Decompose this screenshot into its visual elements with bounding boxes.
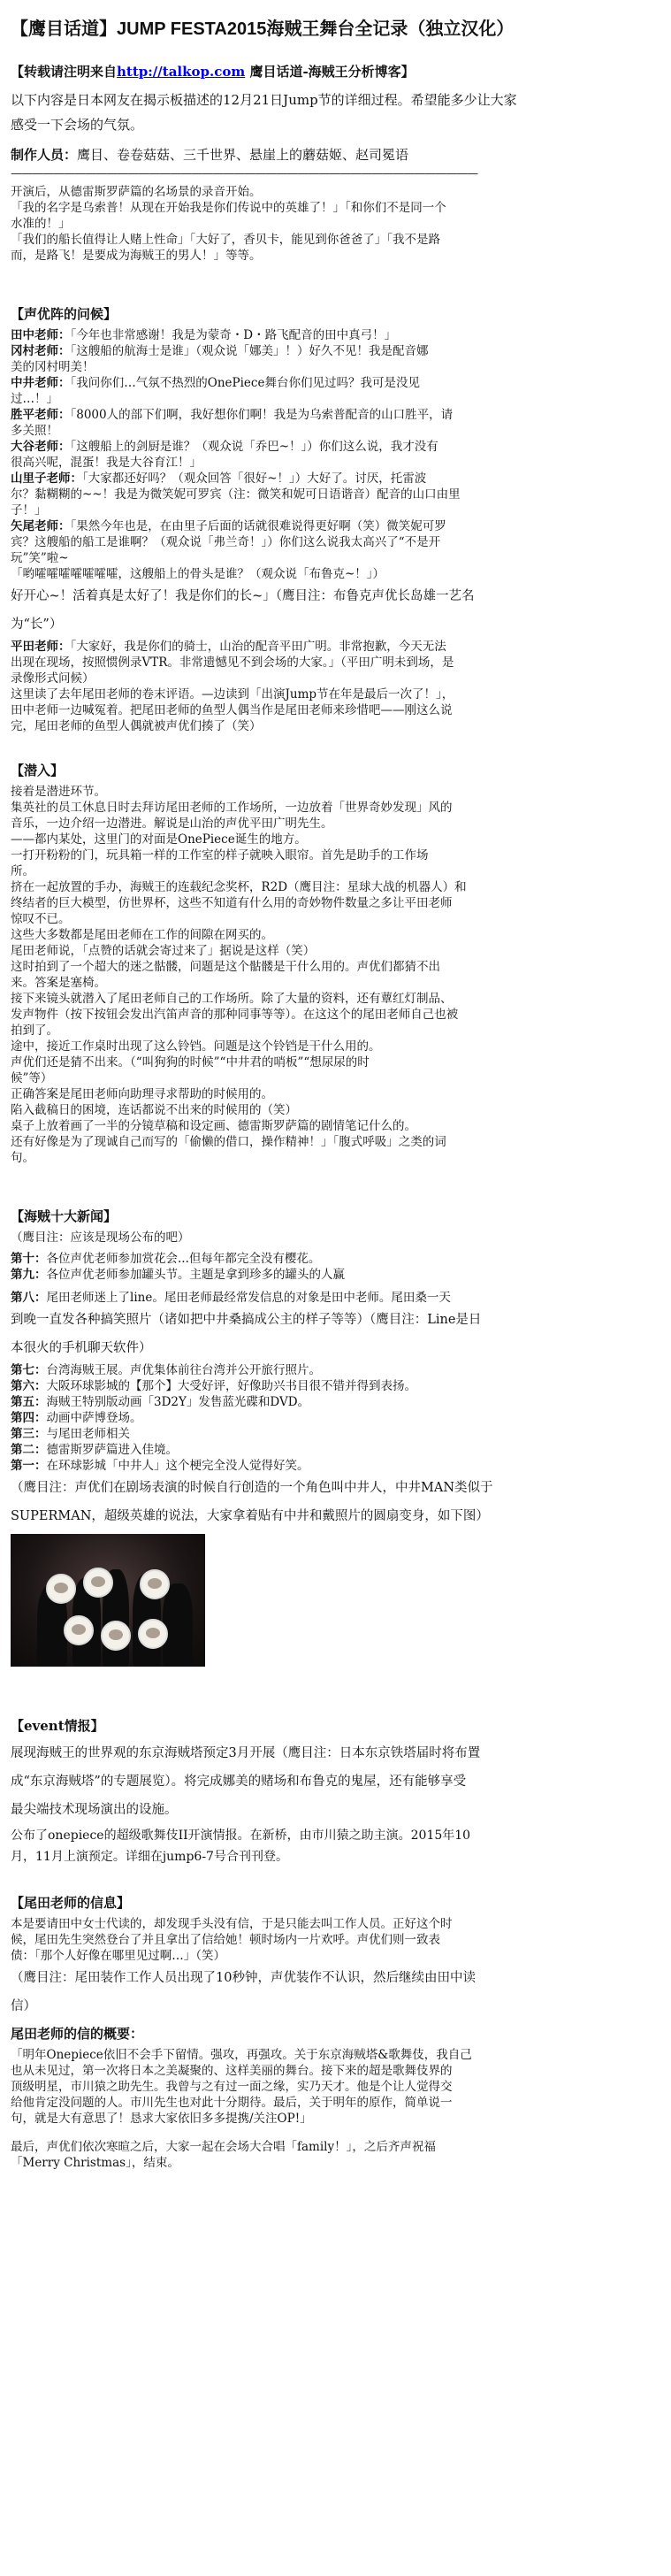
text-line: 也从未见过，第一次将日本之美凝聚的、这样美丽的舞台。接下来的超是歌舞伎界的 xyxy=(11,2064,453,2078)
section-heading: 【尾田老师的信息】 xyxy=(11,1895,131,1911)
speaker-text: 「这艘船上的剑厨是谁？（观众说「乔巴~！」）你们这么说，我才没有 xyxy=(70,440,438,454)
speaker-line xyxy=(11,471,662,487)
speaker-name: 胜平老师： xyxy=(11,408,71,422)
speaker-line xyxy=(11,1426,662,1442)
news-note: （鹰目注：应该是现场公布的吧） xyxy=(11,1230,190,1245)
speaker-name: 矢尾老师： xyxy=(11,519,71,533)
text-line: 陷入截稿日的困境，连话都说不出来的时候用的（笑） xyxy=(11,1103,297,1117)
speaker-name: 第二： xyxy=(11,1443,47,1457)
sub-heading: 尾田老师的信的概要： xyxy=(11,2026,144,2042)
section-heading: 【event情报】 xyxy=(11,1718,104,1734)
speaker-line xyxy=(11,439,662,455)
text-line: 句，就是大有意思了！恳求大家依旧多多提携/关注OP!」 xyxy=(11,2112,312,2126)
oda-section xyxy=(11,1893,662,2171)
speaker-line xyxy=(11,718,662,734)
section-heading: 【声优阵的问候】 xyxy=(11,306,118,322)
speaker-line xyxy=(11,518,662,534)
text-line: 候”等） xyxy=(11,1071,53,1085)
text-line: 展现海贼王的世界观的东京海贼塔预定3月开展（鹰目注：日本东京铁塔届时将布置 xyxy=(11,1746,481,1760)
text-line: 这时拍到了一个超大的迷之骷髅，问题是这个骷髅是干什么用的。声优们都猜不出 xyxy=(11,960,440,974)
speaker-text: 录像形式问候） xyxy=(11,671,95,686)
news-rank: 第八： xyxy=(11,1291,47,1305)
divider: ———————————————————————————————————————————— xyxy=(11,167,477,180)
text-line: （鹰目注：声优们在剧场表演的时候自行创造的一个角色叫中井人，中井MAN类似于 xyxy=(11,1481,493,1495)
speaker-text: 「8000人的部下们啊，我好想你们啊！我是为乌索普配音的山口胜平，请 xyxy=(70,408,454,422)
speaker-text: 「大家好，我是你们的骑士，山治的配音平田广明。非常抱歉，今天无法 xyxy=(70,640,446,654)
speaker-line xyxy=(11,502,662,518)
speaker-line xyxy=(11,1251,662,1267)
credits xyxy=(11,142,662,167)
news-text: 尾田老师迷上了line。尾田老师最经常发信息的对象是田中老师。尾田桑一天 xyxy=(46,1291,451,1305)
speaker-name: 田中老师： xyxy=(11,328,71,342)
intro xyxy=(11,88,662,137)
speaker-line xyxy=(11,639,662,655)
speaker-text: 这里读了去年尾田老师的卷末评语。—边读到「出演Jump节在年是最后一次了！」， xyxy=(11,687,454,702)
speaker-text: 「大家都还好吗？（观众回答「很好~！」）大好了。讨厌，托雷波 xyxy=(82,472,427,486)
text-line: 句。 xyxy=(11,1151,34,1165)
text-line: ——都内某处，这里门的对面是OnePiece诞生的地方。 xyxy=(11,832,307,847)
intro-line: 感受一下会场的气氛。 xyxy=(11,117,144,133)
speaker-line xyxy=(11,1458,662,1474)
text-line: 信） xyxy=(11,1999,36,2013)
speaker-name: 山里子老师： xyxy=(11,472,82,486)
speaker-text: 「果然今年也是，在由里子后面的话就很难说得更好啊（笑）微笑妮可罗 xyxy=(70,519,446,533)
speaker-line xyxy=(11,455,662,471)
speaker-line xyxy=(11,534,662,550)
text-line: 集英社的员工休息日时去拜访尾田老师的工作场所，一边放着「世界奇妙发现」风的 xyxy=(11,801,453,815)
text-line: 债：「那个人好像在哪里见过啊…」（笑） xyxy=(11,1949,225,1963)
text-line: 音乐，一边介绍一边潜进。解说是山治的声优平田广明先生。 xyxy=(11,816,333,831)
speaker-name: 第三： xyxy=(11,1427,47,1441)
repost-prefix: 【转载请注明来自 xyxy=(11,64,118,80)
text-line: 「我的名字是乌索普！从现在开始我是你们传说中的英雄了！」「和你们不是同一个 xyxy=(11,201,446,215)
text-line: 「明年Onepiece依旧不会手下留情。强攻，再强攻。关于东京海贼塔&歌舞伎，我自己 xyxy=(11,2048,472,2062)
speaker-text: 过…！」 xyxy=(11,392,58,406)
speaker-name: 中井老师： xyxy=(11,376,71,390)
speaker-name: 冈村老师： xyxy=(11,344,71,358)
source-link[interactable]: http://talkop.com xyxy=(117,64,246,80)
text-line: 一打开粉粉的门，玩具箱一样的工作室的样子就映入眼帘。首先是助手的工作场 xyxy=(11,848,429,862)
speaker-line xyxy=(11,671,662,686)
speaker-text: 「哟嚯嚯嚯嚯嚯嚯嚯，这艘船上的骨头是谁？（观众说「布鲁克~！」） xyxy=(11,567,385,581)
speaker-text: 美的冈村明美！ xyxy=(11,360,95,374)
speaker-line xyxy=(11,1362,662,1378)
intro-line: 以下内容是日本网友在揭示板描述的12月21日Jump节的详细过程。希望能多少让大家 xyxy=(11,92,517,108)
text-line: （鹰目注：尾田装作工作人员出现了10秒钟，声优装作不认识，然后继续由田中读 xyxy=(11,1971,476,1985)
speaker-name: 第四： xyxy=(11,1411,47,1425)
speaker-text: 各位声优老师参加赏花会...但每年都完全没有樱花。 xyxy=(46,1252,321,1266)
text-line: 接着是潜进环节。 xyxy=(11,785,106,799)
repost-suffix: 鹰目话道-海贼王分析博客】 xyxy=(245,64,415,80)
speaker-line xyxy=(11,686,662,702)
text-line: 本很火的手机聊天软件） xyxy=(11,1341,152,1355)
text-line: 候，尾田先生突然登台了并且拿出了信给她！顿时场内一片欢呼。声优们则一致表 xyxy=(11,1933,440,1947)
section-heading: 【海贼十大新闻】 xyxy=(11,1208,118,1224)
speaker-line xyxy=(11,343,662,359)
speaker-text: 田中老师一边喊冤着。把尾田老师的鱼型人偶当作是尾田老师来珍惜吧——刚这么说 xyxy=(11,703,453,717)
section-heading: 【潜入】 xyxy=(11,763,65,778)
opening-section xyxy=(11,184,662,264)
text-line: 途中，接近工作桌时出现了这么铃铛。问题是这个铃铛是干什么用的。 xyxy=(11,1039,381,1054)
text-line: 成“东京海贼塔”的专题展览）。将完成娜美的赌场和布鲁克的鬼屋，还有能够享受 xyxy=(11,1775,467,1789)
text-line: 最尖端技术现场演出的设施。 xyxy=(11,1803,178,1817)
text-line: 开演后，从德雷斯罗萨篇的名场景的录音开始。 xyxy=(11,185,262,199)
speaker-text: 尔？黏糊糊的~~！我是为微笑妮可罗宾（注：微笑和妮可日语谐音）配音的山口由里 xyxy=(11,487,461,502)
greeting-section xyxy=(11,304,662,734)
speaker-line xyxy=(11,550,662,566)
speaker-text: 大阪环球影城的【那个】大受好评，好像助兴书目很不错并得到表扬。 xyxy=(46,1379,416,1393)
speaker-line xyxy=(11,1394,662,1410)
speaker-name: 第六： xyxy=(11,1379,47,1393)
text-line: 拍到了。 xyxy=(11,1024,58,1038)
speaker-line xyxy=(11,1378,662,1394)
text-line: 声优们还是猜不出来。（“叫狗狗的时候”“中井君的哨板”“想尿尿的时 xyxy=(11,1055,370,1070)
article-title: 【鹰目话道】JUMP FESTA2015海贼王舞台全记录（独立汉化） xyxy=(11,19,515,39)
credits-label: 制作人员： xyxy=(11,147,78,163)
report-section xyxy=(11,761,662,1166)
speaker-text: 很高兴呢，混蛋！我是大谷育江！」 xyxy=(11,456,202,470)
speaker-text: 海贼王特别版动画「3D2Y」发售蓝光碟和DVD。 xyxy=(46,1395,310,1409)
speaker-text: 各位声优老师参加罐头节。主题是拿到珍多的罐头的人赢 xyxy=(46,1268,345,1282)
speaker-line xyxy=(11,391,662,407)
text-line: 尾田老师说，「点赞的话就会寄过来了」据说是这样（笑） xyxy=(11,944,316,958)
text-line: 桌子上放着画了一半的分镜草稿和设定画、德雷斯罗萨篇的剧情笔记什么的。 xyxy=(11,1119,416,1133)
text-line: 给他肯定没问题的人。市川先生也对此十分期待。最后，关于明年的原作，简单说一 xyxy=(11,2096,453,2110)
text-line: 发声物件（按下按钮会发出汽笛声音的那种同事等等）。在这这个的尾田老师自己也被 xyxy=(11,1008,459,1022)
text-line: 月，11月上演预定。详细在jump6-7号合刊刊登。 xyxy=(11,1850,288,1864)
speaker-line xyxy=(11,407,662,423)
text-line: 挤在一起放置的手办，海贼王的连载纪念奖杯，R2D（鹰目注：星球大战的机器人）和 xyxy=(11,880,467,894)
speaker-name: 第五： xyxy=(11,1395,47,1409)
text-line: 正确答案是尾田老师向助理寻求帮助的时候用的。 xyxy=(11,1087,273,1101)
speaker-line xyxy=(11,1267,662,1283)
repost-notice xyxy=(11,59,662,84)
text-line: 来。答案是塞椅。 xyxy=(11,976,106,990)
speaker-name: 第九： xyxy=(11,1268,47,1282)
speaker-text: 与尾田老师相关 xyxy=(46,1427,130,1441)
speaker-line xyxy=(11,566,662,582)
speaker-line xyxy=(11,655,662,671)
speaker-line xyxy=(11,327,662,343)
speaker-line xyxy=(11,375,662,391)
speaker-text: 完，尾田老师的鱼型人偶就被声优们揍了（笑） xyxy=(11,719,262,733)
credits-value: 鹰目、卷卷菇菇、三千世界、悬崖上的蘑菇姬、赵司冕语 xyxy=(77,147,409,163)
text-line: 好开心~！活着真是太好了！我是你们的长~」（鹰目注：布鲁克声优长岛雄一艺名 xyxy=(11,589,475,603)
speaker-line xyxy=(11,423,662,439)
text-line: 这些大多数都是尾田老师在工作的间隙在网买的。 xyxy=(11,928,273,942)
text-line: 水准的！」 xyxy=(11,217,71,231)
text-line: 所。 xyxy=(11,864,34,878)
text-line: 还有好像是为了现诚自己而写的「偷懒的借口，操作精神！」「腹式呼吸」之类的词 xyxy=(11,1135,446,1149)
text-line: 顶级明星，市川猿之助先生。我曾与之有过一面之缘，实乃天才。他是个让人觉得交 xyxy=(11,2080,453,2094)
text-line: SUPERMAN，超级英雄的说法，大家拿着贴有中井和戴照片的圆扇变身，如下图） xyxy=(11,1509,489,1523)
text-line: 为“长”） xyxy=(11,617,63,632)
text-line: 「我们的船长值得让人赌上性命」「大好了，香贝卡，能见到你爸爸了」「我不是路 xyxy=(11,233,440,247)
speaker-line xyxy=(11,359,662,375)
speaker-line xyxy=(11,702,662,718)
text-line: 最后，声优们依次寒暄之后，大家一起在会场大合唱「family！」，之后齐声祝福 xyxy=(11,2140,436,2154)
speaker-text: 在环球影城「中井人」这个梗完全没人觉得好笑。 xyxy=(46,1459,309,1473)
speaker-text: 台湾海贼王展。声优集体前往台湾并公开旅行照片。 xyxy=(46,1363,321,1377)
event-section xyxy=(11,1716,662,1867)
text-line: 「Merry Christmas」，结束。 xyxy=(11,2156,179,2170)
speaker-text: 德雷斯罗萨篇进入佳境。 xyxy=(46,1443,178,1457)
speaker-text: 「我问你们…气氛不热烈的OnePiece舞台你们见过吗？我可是没见 xyxy=(70,376,420,390)
text-line: 公布了onepiece的超级歌舞伎II开演情报。在新桥，由市川猿之助主演。2015年10 xyxy=(11,1828,471,1843)
speaker-line xyxy=(11,1410,662,1426)
speaker-name: 第十： xyxy=(11,1252,47,1266)
text-line: 本是要请田中女士代读的，却发现手头没有信，于是只能去叫工作人员。正好这个时 xyxy=(11,1917,453,1931)
speaker-name: 平田老师： xyxy=(11,640,71,654)
text-line: 到晚一直发各种搞笑照片（诸如把中井桑搞成公主的样子等等）（鹰目注：Line是日 xyxy=(11,1313,482,1327)
news-item xyxy=(11,1290,662,1306)
text-line: 惊叹不已。 xyxy=(11,912,71,926)
text-line: 接下来镜头就潜入了尾田老师自己的工作场所。除了大量的资料，还有蕈红灯制品、 xyxy=(11,992,453,1006)
speaker-text: 子！」 xyxy=(11,503,47,518)
speaker-text: 出现在现场，按照惯例录VTR。非常遗憾见不到会场的大家。」（平田广明未到场，是 xyxy=(11,656,454,670)
speaker-line xyxy=(11,487,662,502)
speaker-text: 宾？这艘船的船工是谁啊？（观众说「弗兰奇！」）你们这么说我太高兴了“不是开 xyxy=(11,535,441,549)
speaker-text: 动画中萨博登场。 xyxy=(46,1411,142,1425)
speaker-text: 玩”笑”啦~ xyxy=(11,551,69,565)
speaker-name: 大谷老师： xyxy=(11,440,71,454)
speaker-name: 第一： xyxy=(11,1459,47,1473)
stage-photo xyxy=(11,1534,205,1667)
text-line: 而，是路飞！是要成为海贼王的男人！」等等。 xyxy=(11,249,262,263)
speaker-line xyxy=(11,1442,662,1458)
speaker-name: 第七： xyxy=(11,1363,47,1377)
speaker-text: 「这艘船的航海士是谁」（观众说「娜美」！）好久不见！我是配音娜 xyxy=(70,344,429,358)
speaker-text: 多关照！ xyxy=(11,424,58,438)
speaker-text: 「今年也非常感谢！我是为蒙奇・D・路飞配音的田中真弓！」 xyxy=(70,328,397,342)
text-line: 终结者的巨大模型，仿世界杯，这些不知道有什么用的奇妙物件数量之多让平田老师 xyxy=(11,896,453,910)
news-section xyxy=(11,1207,662,1667)
